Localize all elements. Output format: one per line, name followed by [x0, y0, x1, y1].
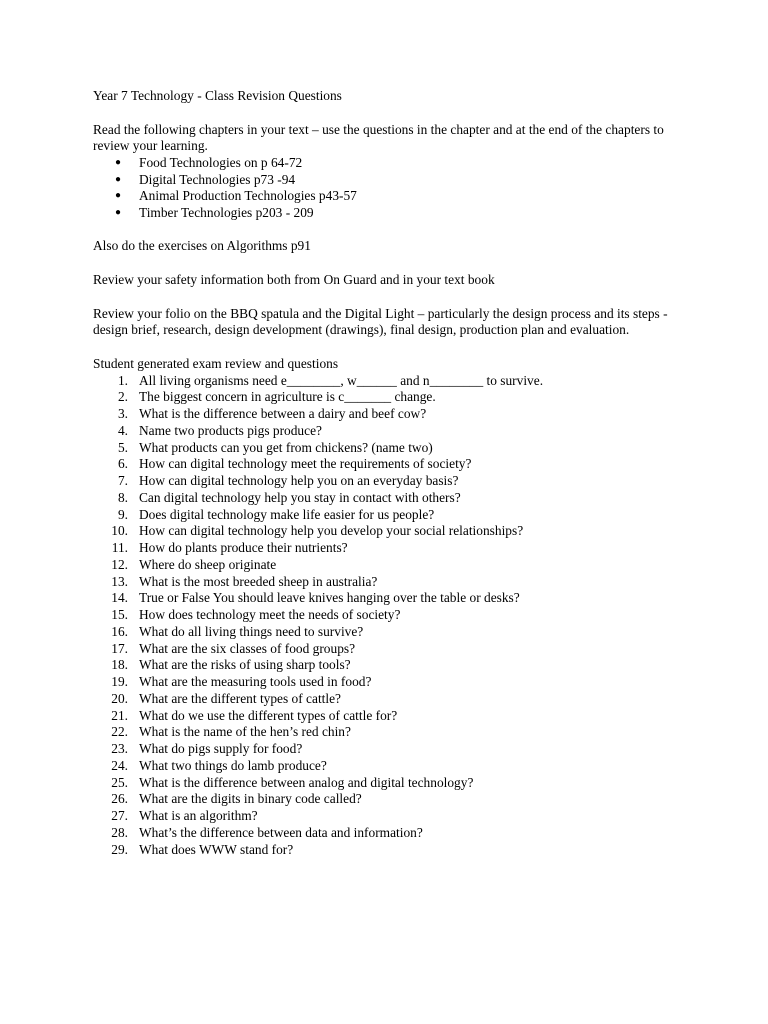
question-text: What is the name of the hen’s red chin?: [139, 724, 351, 740]
question-item: [93, 791, 683, 808]
question-number: 6.: [117, 456, 128, 472]
question-text: What are the measuring tools used in food?: [139, 674, 372, 690]
question-number: 14.: [111, 590, 128, 606]
question-item: [93, 842, 683, 859]
question-text: What do pigs supply for food?: [139, 741, 303, 757]
question-item: [93, 808, 683, 825]
question-text: What two things do lamb produce?: [139, 757, 327, 773]
question-text: How can digital technology meet the requirements of society?: [139, 456, 472, 472]
question-text: Name two products pigs produce?: [139, 422, 322, 438]
question-text: What products can you get from chickens? (name two): [139, 439, 433, 455]
question-text: Where do sheep originate: [139, 556, 277, 572]
chapter-item: ● Animal Production Technologies p43-57: [115, 188, 357, 204]
question-number: 5.: [117, 439, 128, 455]
question-item: [93, 423, 683, 440]
question-number: 11.: [111, 540, 128, 556]
question-number: 20.: [111, 690, 128, 706]
question-item: [93, 708, 683, 725]
question-number: 16.: [111, 623, 128, 639]
question-text: True or False You should leave knives hanging over the table or desks?: [139, 590, 520, 606]
question-text: How do plants produce their nutrients?: [139, 540, 348, 556]
question-text: Does digital technology make life easier for us people?: [139, 506, 435, 522]
question-number: 27.: [111, 808, 128, 824]
question-item: [93, 758, 683, 775]
question-item: [93, 624, 683, 641]
question-number: 10.: [111, 523, 128, 539]
question-item: [93, 373, 683, 390]
question-number: 2.: [117, 389, 128, 405]
question-item: [93, 406, 683, 423]
question-text: What are the risks of using sharp tools?: [139, 657, 351, 673]
question-number: 12.: [111, 556, 128, 572]
chapter-item: ● Digital Technologies p73 -94: [115, 171, 296, 187]
question-number: 19.: [111, 674, 128, 690]
question-item: [93, 590, 683, 607]
bullet-icon: ●: [115, 173, 122, 185]
question-number: 4.: [117, 422, 128, 438]
question-text: What is an algorithm?: [139, 808, 258, 824]
question-text: What is the difference between analog and digital technology?: [139, 774, 474, 790]
question-item: [93, 523, 683, 540]
question-number: 9.: [117, 506, 128, 522]
question-text: What do all living things need to survive?: [139, 623, 364, 639]
question-item: [93, 691, 683, 708]
question-item: [93, 641, 683, 658]
chapter-item: ● Timber Technologies p203 - 209: [115, 204, 314, 220]
question-item: [93, 557, 683, 574]
question-item: [93, 473, 683, 490]
question-number: 15.: [111, 607, 128, 623]
question-item: [93, 657, 683, 674]
question-number: 7.: [117, 473, 128, 489]
question-text: What is the most breeded sheep in australia?: [139, 573, 378, 589]
question-text: How does technology meet the needs of society?: [139, 607, 401, 623]
question-number: 18.: [111, 657, 128, 673]
question-item: [93, 389, 683, 406]
bullet-icon: ●: [115, 190, 122, 202]
bullet-icon: ●: [115, 157, 122, 169]
question-text: How can digital technology help you on an everyday basis?: [139, 473, 459, 489]
question-item: [93, 674, 683, 691]
question-number: 21.: [111, 707, 128, 723]
question-number: 25.: [111, 774, 128, 790]
question-item: [93, 825, 683, 842]
document-title: Year 7 Technology - Class Revision Questions: [93, 88, 342, 103]
question-number: 22.: [111, 724, 128, 740]
question-number: 3.: [117, 406, 128, 422]
question-number: 24.: [111, 757, 128, 773]
question-item: [93, 507, 683, 524]
question-number: 17.: [111, 640, 128, 656]
question-item: [93, 607, 683, 624]
question-item: [93, 741, 683, 758]
question-text: How can digital technology help you develop your social relationships?: [139, 523, 524, 539]
question-number: 13.: [111, 573, 128, 589]
question-item: [93, 440, 683, 457]
question-number: 29.: [111, 841, 128, 857]
question-text: What’s the difference between data and information?: [139, 824, 423, 840]
intro-paragraph: Read the following chapters in your text – use the questions in the chapter and at the end of the chapters to review your learning.: [93, 121, 664, 154]
question-number: 1.: [117, 372, 128, 388]
question-text: What is the difference between a dairy and beef cow?: [139, 406, 427, 422]
question-text: The biggest concern in agriculture is c_______ change.: [139, 389, 436, 405]
student-heading: Student generated exam review and questions: [93, 355, 339, 371]
safety-paragraph: Review your safety information both from On Guard and in your text book: [93, 271, 495, 287]
algorithms-paragraph: Also do the exercises on Algorithms p91: [93, 238, 311, 254]
folio-paragraph: Review your folio on the BBQ spatula and the Digital Light – particularly the design process and its steps -design brief, research, design development (drawings), final design, production plan and evaluation.: [93, 305, 668, 338]
question-item: [93, 490, 683, 507]
question-text: What are the digits in binary code called?: [139, 791, 362, 807]
question-item: [93, 574, 683, 591]
question-item: [93, 540, 683, 557]
question-text: What are the different types of cattle?: [139, 690, 341, 706]
question-number: 8.: [117, 489, 128, 505]
question-item: [93, 775, 683, 792]
document-page: [93, 88, 683, 858]
question-list: [93, 373, 683, 859]
question-number: 26.: [111, 791, 128, 807]
chapter-list: [93, 155, 683, 221]
question-text: What are the six classes of food groups?: [139, 640, 356, 656]
question-text: What do we use the different types of cattle for?: [139, 707, 398, 723]
bullet-icon: ●: [115, 206, 122, 218]
question-item: [93, 724, 683, 741]
question-text: All living organisms need e________, w______ and n________ to survive.: [139, 372, 544, 388]
question-number: 28.: [111, 824, 128, 840]
question-item: [93, 456, 683, 473]
question-number: 23.: [111, 741, 128, 757]
question-text: What does WWW stand for?: [139, 841, 294, 857]
question-text: Can digital technology help you stay in contact with others?: [139, 489, 461, 505]
chapter-item: ● Food Technologies on p 64-72: [115, 155, 303, 171]
